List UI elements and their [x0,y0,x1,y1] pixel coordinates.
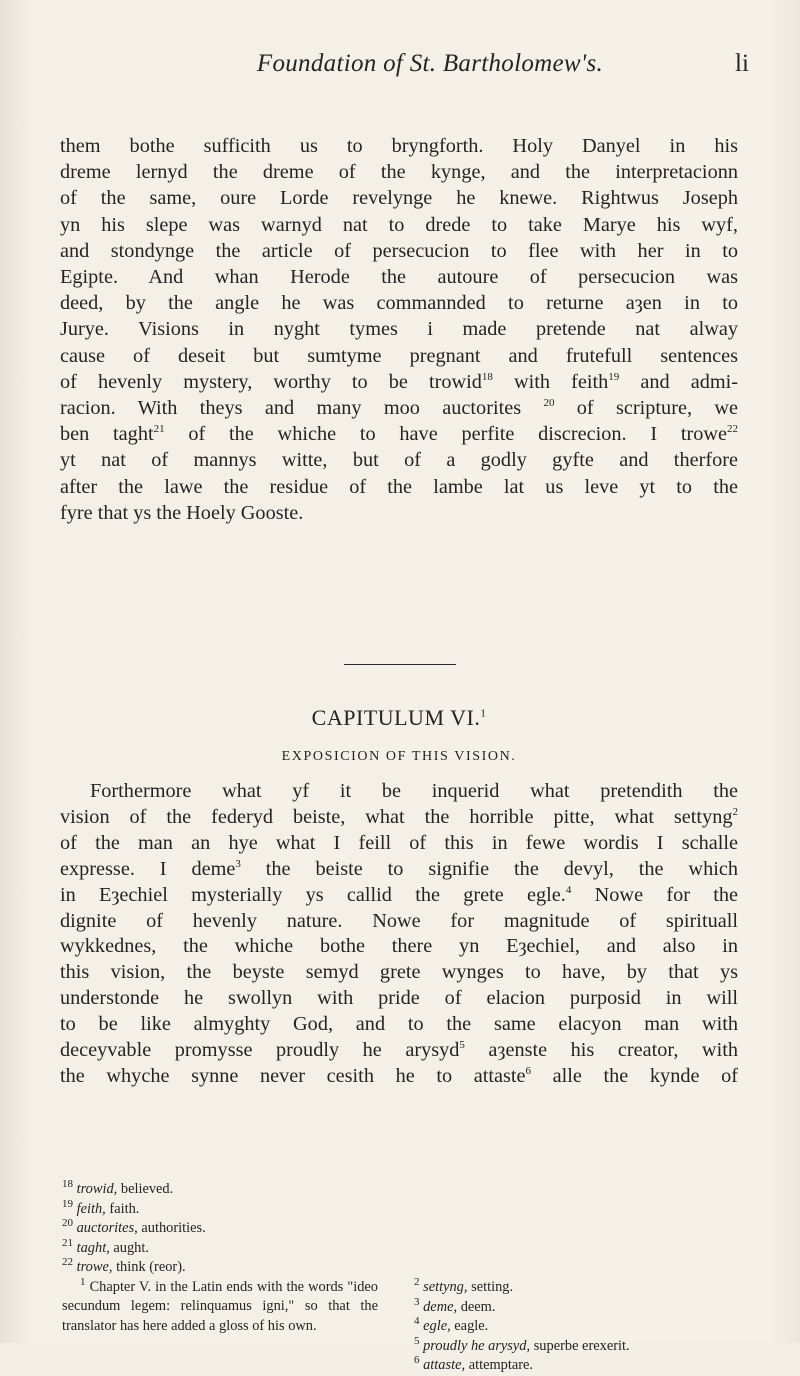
text-line: this vision, the beyste semyd grete wynges to have, by that ys [60,961,738,984]
text-line: yn his slepe was warnyd nat to drede to take Marye his wyf, [60,213,738,236]
text-line: dignite of hevenly nature. Nowe for magnitude of spirituall [60,909,738,932]
footnote-ref: 5 [459,1039,465,1052]
footnote: $^{19}$ feith, faith. [62,1197,140,1217]
running-title [170,50,690,78]
text-line: the whyche synne never cesith he to attaste$^6$ alle the kynde of [60,1064,738,1087]
footnote-ref: 20 [543,397,555,410]
footnote: $^1$ Chapter V. in the Latin ends with the words "ideo secundum legem: relinquamus igni," so that the translator has here added a gloss of his own. [62,1275,378,1334]
footnote: $^{22}$ trowe, think (reor). [62,1256,186,1275]
footnote: $^4$ egle, eagle. [414,1315,489,1334]
chapter-heading: CAPITULUM VI.$^1$ [311,705,487,730]
text-line: fyre that ys the Hoely Gooste. [60,501,304,524]
text-line: ben taght$^{21}$ of the whiche to have perfite discrecion. I trowe$^{22}$ [60,423,739,446]
footnote: $^{21}$ taght, aught. [62,1236,149,1256]
footnote-ref: 21 [153,423,165,436]
footnote-ref: 6 [525,1065,532,1078]
footnote: $^6$ attaste, attemptare. [414,1354,534,1373]
text-line: to be like almyghty God, and to the same elacyon man with [60,1013,738,1036]
paragraph-exposicion [60,779,738,1090]
footnote: $^5$ proudly he arysyd, superbe erexerit. [414,1334,630,1354]
footnote: $^{20}$ auctorites, authorities. [62,1217,206,1236]
text-line: Forthermore what yf it be inquerid what pretendith the [90,780,738,802]
text-line: dreme lernyd the dreme of the kynge, and the interpretacionn [60,161,738,184]
footnote: $^2$ settyng, setting. [414,1276,514,1295]
text-line: understonde he swollyn with pride of elacion purposid in will [60,987,738,1010]
text-line: expresse. I deme$^3$ the beiste to signifie the devyl, the which [60,857,738,880]
footnote-ref: 18 [481,371,493,384]
running-title-text: Foundation of St. Bartholomew's. [256,50,604,77]
text-line: deed, by the angle he was commannded to returne aȝen in to [60,292,738,315]
text-line: vision of the federyd beiste, what the horrible pitte, what settyng$^2$ [60,805,738,828]
text-line: Jurye. Visions in nyght tymes i made pretende nat alway [60,318,738,341]
footnote-ref: 1 [480,707,487,720]
text-line: of hevenly mystery, worthy to be trowid$^{18}$ with feith$^{19}$ and admi- [60,370,739,393]
paragraph-continued [60,133,738,526]
footnotes-left-column [62,1180,378,1336]
chapter-subheading: EXPOSICION OF THIS VISION. [281,749,517,764]
text-line: wykkednes, the whiche bothe there yn Eȝechiel, and also in [60,935,738,958]
footnote: $^{18}$ trowid, believed. [62,1178,174,1197]
footnote-ref: 19 [608,371,620,384]
section-divider [344,664,456,665]
text-line: of the man an hye what I feill of this in fewe wordis I schalle [60,831,738,854]
footnote-ref: 22 [727,423,739,436]
text-line: racion. With theys and many moo auctorites $^{20}$ of scripture, we [60,397,738,420]
text-line: after the lawe the residue of the lambe lat us leve yt to the [60,475,738,498]
text-line: of the same, oure Lorde revelynge he knewe. Rightwus Joseph [60,187,738,210]
footnote-ref: 2 [732,806,738,819]
text-line: cause of deseit but sumtyme pregnant and frutefull sentences [60,344,738,367]
text-line: yt nat of mannys witte, but of a godly gyfte and therfore [60,449,738,472]
footnote-ref: 4 [565,883,572,896]
page-number: li [735,50,749,77]
footnote: $^3$ deme, deem. [414,1295,496,1315]
text-line: deceyvable promysse proudly he arysyd$^5$ aȝenste his creator, with [60,1039,738,1062]
text-line: in Eȝechiel mysterially ys callid the grete egle.$^4$ Nowe for the [60,883,738,906]
text-line: them bothe sufficith us to bryngforth. Holy Danyel in his [60,135,738,157]
text-line: Egipte. And whan Herode the autoure of persecucion was [60,266,738,289]
footnotes-right-column [414,1278,744,1376]
footnote-ref: 3 [235,857,241,870]
text-line: and stondynge the article of persecucion to flee with her in to [60,239,738,262]
